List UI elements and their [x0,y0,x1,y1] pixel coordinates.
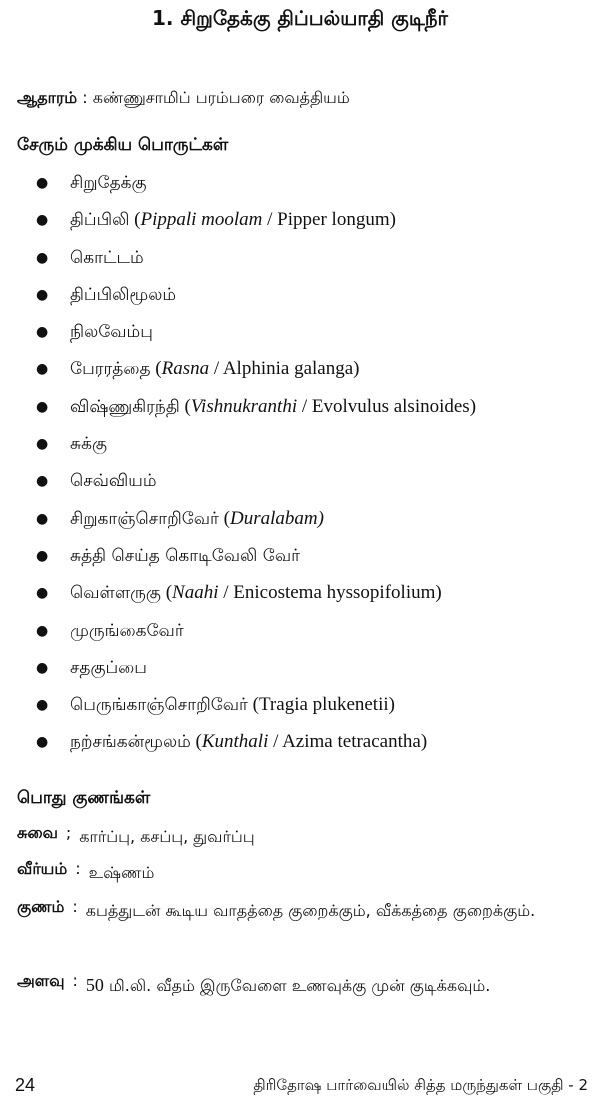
ingredient-tamil-name: செவ்வியம் [70,471,157,492]
botanical-italic: Rasna [161,358,210,380]
ingredient-tamil-name: திப்பிலி [70,210,130,231]
ingredient-tamil-name: விஷ்ணுகிரந்தி [70,396,180,417]
property-potency [17,859,587,887]
bullet-icon: ● [36,473,49,490]
property-separator: : [72,897,78,916]
ingredient-item [0,280,600,317]
ingredient-item [0,466,600,503]
ingredient-item [0,205,600,242]
dosage-text: மி.லி. வீதம் இருவேளை உணவுக்கு முன் குடிக்கவும். [109,976,491,995]
property-label: வீர்யம் [17,859,68,878]
botanical-italic: Vishnukranthi [190,395,298,417]
botanical-open: ( [223,507,230,529]
ingredient-tamil-name: திப்பிலிமூலம் [70,284,177,305]
bullet-icon: ● [36,585,49,602]
ingredient-botanical-name [180,396,476,417]
botanical-italic: Kunthali [201,731,269,753]
ingredient-item [0,690,600,727]
property-label: குணம் [17,897,65,916]
ingredient-botanical-name [248,694,395,715]
source-label: ஆதாரம் [17,88,78,107]
botanical-close: ) [420,731,428,753]
botanical-roman: / Azima tetracantha [268,731,421,753]
page-number: 24 [15,1075,36,1095]
property-action [17,897,587,925]
bullet-icon: ● [36,622,49,639]
botanical-roman: / Alphinia galanga [209,358,354,380]
ingredient-tamil-name: கொட்டம் [70,247,144,268]
property-value: கபத்துடன் கூடிய வாதத்தை குறைக்கும், வீக்கத்தை குறைக்கும். [85,901,536,920]
ingredient-tamil-name: சிறுதேக்கு [70,173,147,193]
ingredient-botanical-name [161,582,442,603]
botanical-close: ) [469,395,477,417]
ingredient-item [0,616,600,653]
botanical-italic: Pippali moolam [140,209,263,231]
botanical-roman: / Enicostema hyssopifolium [218,582,436,604]
source-separator: : [82,88,88,107]
ingredient-item [0,727,600,764]
property-value [86,971,587,1000]
botanical-close: ) [353,358,360,380]
ingredient-tamil-name: சுக்கு [70,434,107,455]
botanical-roman: / Pipper longum [262,209,390,231]
bullet-icon: ● [36,361,49,378]
bullet-icon: ● [36,436,49,453]
property-dosage [17,971,587,1000]
botanical-roman: (Tragia plukenetii) [252,694,395,716]
property-label: சுவை [17,823,58,842]
ingredient-botanical-name [151,358,360,379]
ingredient-botanical-name [129,209,396,230]
ingredient-botanical-name [191,731,427,752]
page-footer [0,1075,600,1099]
bullet-icon: ● [36,212,49,229]
property-taste [17,823,587,851]
ingredient-item [0,429,600,466]
botanical-italic: Duralabam) [230,507,324,529]
ingredient-item [0,504,600,541]
ingredient-item [0,168,600,205]
ingredient-tamil-name: சிறுகாஞ்சொறிவேர் [70,508,219,529]
property-separator: : [75,859,81,878]
ingredient-tamil-name: வெள்ளருகு [70,583,161,604]
bullet-icon: ● [36,175,49,191]
bullet-icon: ● [36,324,49,341]
properties-heading: பொது குணங்கள் [17,788,151,808]
botanical-open: ( [134,209,141,231]
bullet-icon: ● [36,659,49,676]
property-value: கார்ப்பு, கசப்பு, துவர்ப்பு [79,827,255,846]
ingredient-tamil-name: முருங்கைவேர் [70,620,184,641]
ingredient-item [0,392,600,429]
source-line [17,88,350,109]
botanical-open: ( [155,358,162,380]
ingredient-item [0,354,600,391]
botanical-italic: Naahi [172,582,219,604]
ingredient-item [0,653,600,690]
ingredient-item [0,317,600,354]
bullet-icon: ● [36,547,49,564]
property-value: உஷ்ணம் [88,863,155,882]
bullet-icon: ● [36,398,49,415]
botanical-close: ) [435,582,442,604]
ingredient-item [0,243,600,280]
ingredient-tamil-name: பேரரத்தை [70,359,151,380]
ingredient-item [0,541,600,578]
source-value: கண்ணுசாமிப் பரம்பரை வைத்தியம் [92,88,350,107]
ingredient-tamil-name: பெருங்காஞ்சொறிவேர் [70,695,248,716]
botanical-roman: / Evolvulus alsinoides [297,395,470,417]
botanical-open: ( [165,582,173,604]
botanical-open: ( [195,731,202,753]
bullet-icon: ● [36,286,49,303]
botanical-open: ( [184,395,191,417]
ingredients-list [0,168,600,765]
page-title: 1. சிறுதேக்கு திப்பல்யாதி குடிநீர் [151,6,449,30]
bullet-icon: ● [36,734,49,751]
ingredient-tamil-name: சதகுப்பை [70,657,147,678]
ingredient-botanical-name [219,508,324,529]
ingredient-tamil-name: நற்சங்கன்மூலம் [70,732,191,753]
bullet-icon: ● [36,510,49,527]
bullet-icon: ● [36,697,49,714]
property-separator: ; [65,823,72,842]
ingredient-tamil-name: நிலவேம்பு [70,322,153,343]
ingredient-item [0,578,600,615]
bullet-icon: ● [36,249,49,266]
book-title: திரிதோஷ பார்வையில் சித்த மருந்துகள் பகுதி - 2 [253,1076,588,1094]
ingredient-tamil-name: சுத்தி செய்த கொடிவேலி வேர் [70,545,300,566]
property-label: அளவு [17,971,65,990]
property-separator: : [72,971,78,990]
ingredients-heading: சேரும் முக்கிய பொருட்கள் [17,135,229,155]
botanical-close: ) [389,209,396,231]
dosage-amount: 50 [85,975,104,995]
